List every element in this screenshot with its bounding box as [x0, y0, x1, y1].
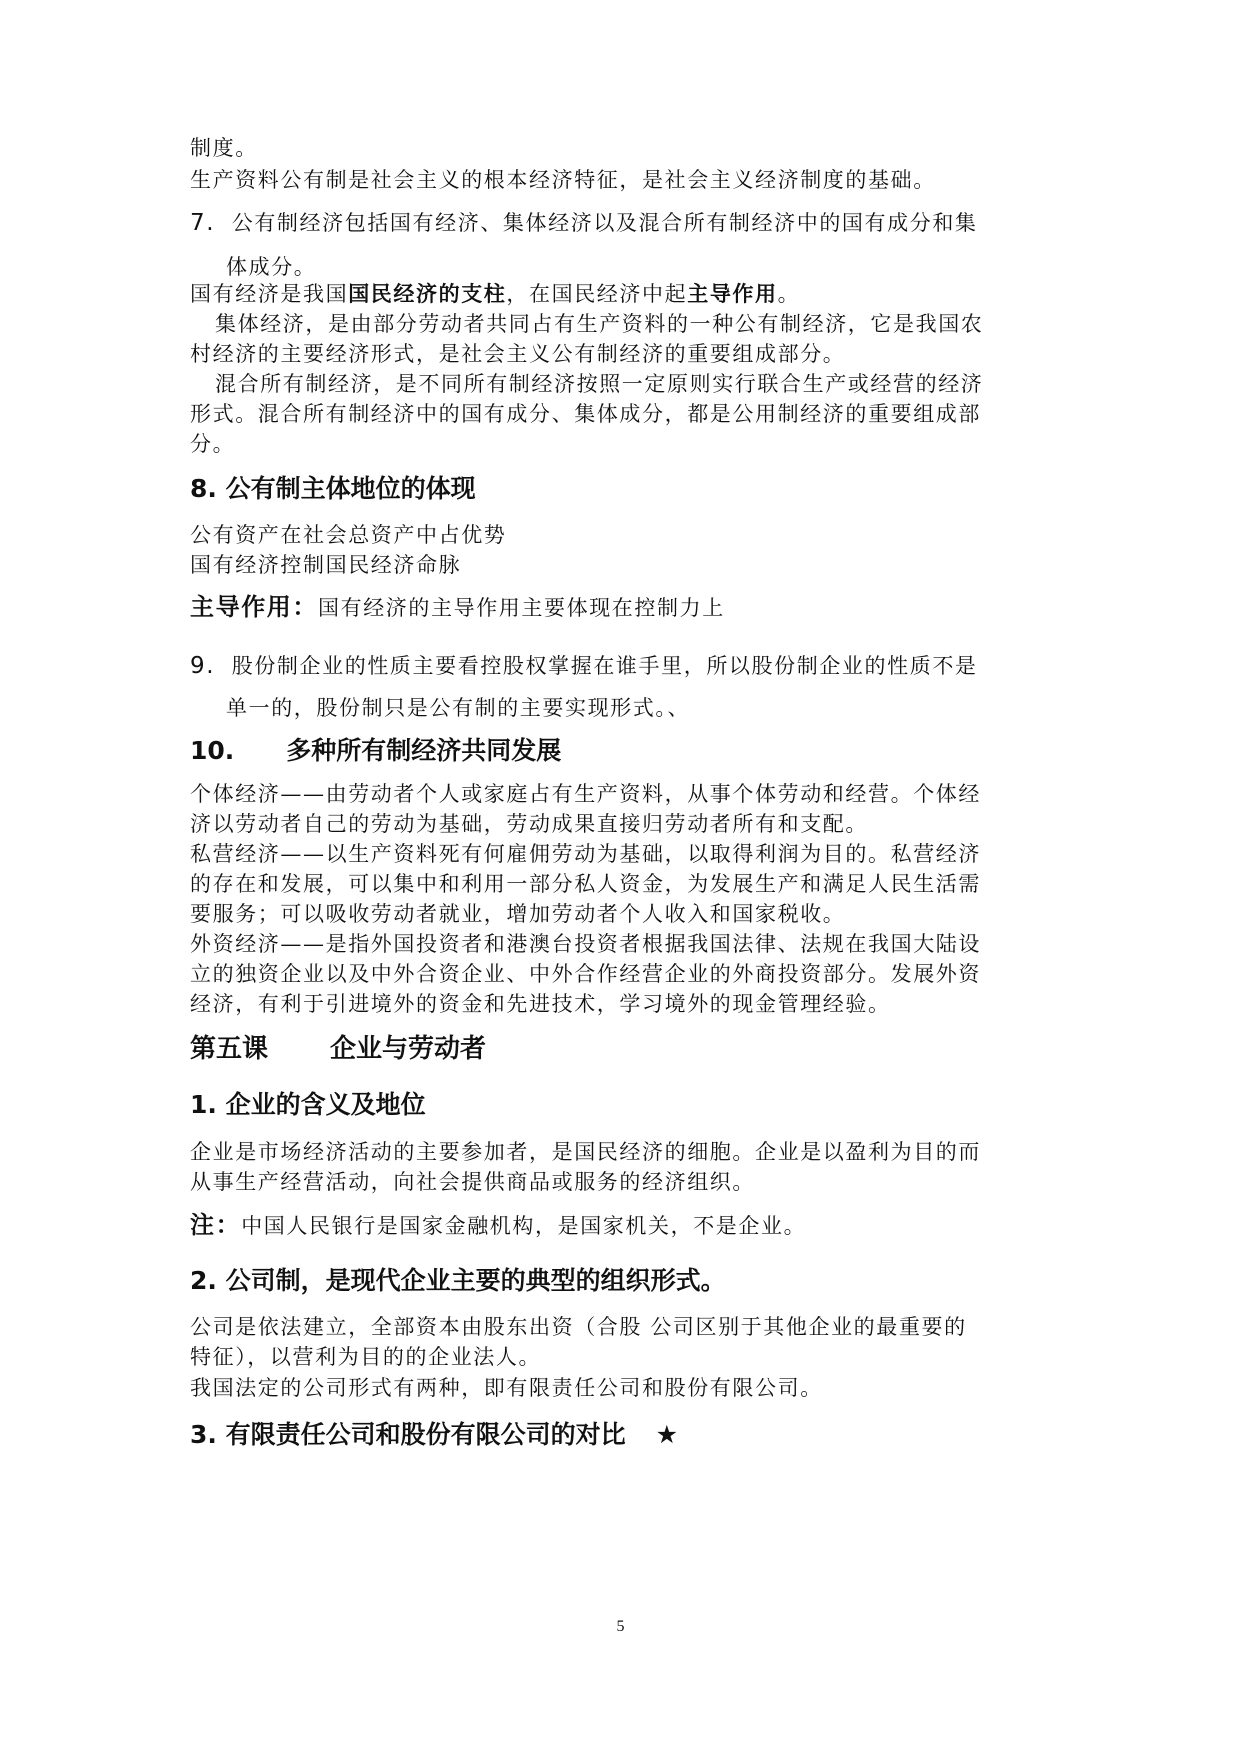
text-line: 分。: [190, 432, 236, 456]
text-line: 立的独资企业以及中外合资企业、中外合作经营企业的外商投资部分。发展外资: [190, 962, 981, 986]
list-item-9: 9. 股份制企业的性质主要看控股权掌握在谁手里，所以股份制企业的性质不是: [190, 653, 978, 679]
item-number: 9.: [190, 653, 216, 679]
section-heading: 8. 公有制主体地位的体现: [190, 474, 476, 503]
text-line: 体成分。: [226, 255, 317, 279]
section-heading: 3. 有限责任公司和股份有限公司的对比 ★: [190, 1418, 678, 1452]
text-line: 企业是市场经济活动的主要参加者，是国民经济的细胞。企业是以盈利为目的而: [190, 1140, 981, 1164]
text-line: 形式。混合所有制经济中的国有成分、集体成分，都是公用制经济的重要组成部: [190, 402, 981, 426]
page-number: 5: [616, 1618, 625, 1635]
text-line: 公有资产在社会总资产中占优势: [190, 523, 507, 547]
text-line: 经济，有利于引进境外的资金和先进技术，学习境外的现金管理经验。: [190, 992, 891, 1016]
text-line: 我国法定的公司形式有两种，即有限责任公司和股份有限公司。: [190, 1376, 823, 1400]
text-line: 混合所有制经济，是不同所有制经济按照一定原则实行联合生产或经营的经济: [215, 372, 984, 396]
keyword: 国民经济的支柱: [348, 282, 507, 306]
text-line: 个体经济——由劳动者个人或家庭占有生产资料，从事个体劳动和经营。个体经: [190, 782, 981, 806]
section-heading: 1. 企业的含义及地位: [190, 1090, 426, 1119]
text-line: 要服务；可以吸收劳动者就业，增加劳动者个人收入和国家税收。: [190, 902, 846, 926]
list-item-7: 7. 公有制经济包括国有经济、集体经济以及混合所有制经济中的国有成分和集: [190, 210, 978, 236]
text-line: 国有经济控制国民经济命脉: [190, 553, 462, 577]
text-line: 特征），以营利为目的的企业法人。: [190, 1345, 542, 1369]
text-line: 济以劳动者自己的劳动为基础，劳动成果直接归劳动者所有和支配。: [190, 812, 868, 836]
text-line: 制度。: [190, 136, 258, 160]
text-line: 国有经济是我国国民经济的支柱，在国民经济中起主导作用。: [190, 282, 801, 306]
label: 主导作用：: [190, 593, 318, 621]
item-number: 7.: [190, 210, 216, 236]
section-heading: 10. 多种所有制经济共同发展: [190, 736, 562, 765]
star-icon: ★: [655, 1420, 679, 1449]
keyword: 主导作用: [687, 282, 778, 306]
text-line: 私营经济——以生产资料死有何雇佣劳动为基础，以取得利润为目的。私营经济: [190, 842, 981, 866]
section-heading: 2. 公司制，是现代企业主要的典型的组织形式。: [190, 1266, 726, 1295]
label: 注：: [190, 1211, 242, 1239]
text-line: 外资经济——是指外国投资者和港澳台投资者根据我国法律、法规在我国大陆设: [190, 932, 981, 956]
text-line: 公司是依法建立，全部资本由股东出资（合股 公司区别于其他企业的最重要的: [190, 1315, 967, 1339]
text-line: 主导作用：国有经济的主导作用主要体现在控制力上: [190, 593, 725, 621]
text-line: 注：中国人民银行是国家金融机构，是国家机关，不是企业。: [190, 1211, 807, 1239]
text-line: 生产资料公有制是社会主义的根本经济特征，是社会主义经济制度的基础。: [190, 168, 936, 192]
text-line: 集体经济，是由部分劳动者共同占有生产资料的一种公有制经济，它是我国农: [215, 312, 984, 336]
text-line: 村经济的主要经济形式，是社会主义公有制经济的重要组成部分。: [190, 342, 846, 366]
text-line: 单一的，股份制只是公有制的主要实现形式。、: [226, 696, 691, 720]
lesson-heading: 第五课 企业与劳动者: [190, 1034, 487, 1064]
text-line: 从事生产经营活动，向社会提供商品或服务的经济组织。: [190, 1170, 755, 1194]
text-line: 的存在和发展，可以集中和利用一部分私人资金，为发展生产和满足人民生活需: [190, 872, 981, 896]
